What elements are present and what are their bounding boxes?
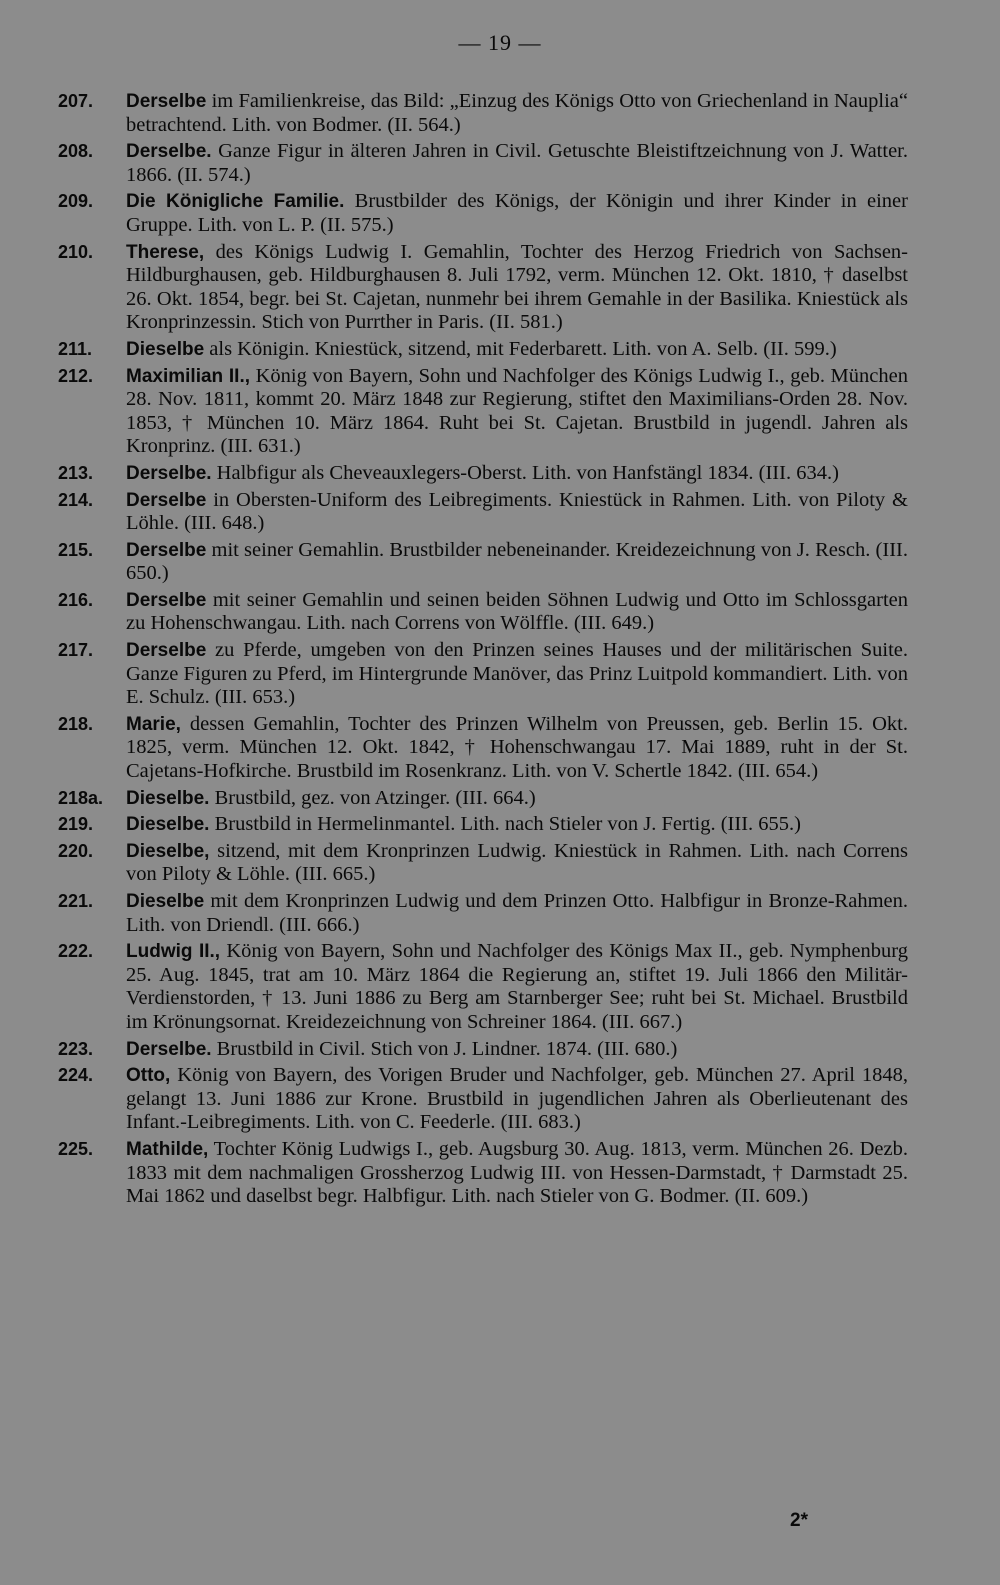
entry-number: 208. (58, 141, 94, 162)
entry-number: 211. (58, 338, 93, 359)
entry-name: Derselbe (126, 589, 207, 611)
entry-name: Derselbe. (126, 141, 212, 163)
entry-name: Otto, (126, 1065, 171, 1087)
entry-description: König von Bayern, Sohn und Nachfolger des Königs Ludwig I., geb. München 28. Nov. 1811, kommt 20. März 1848 zur Regierung, stiftet den Maximilians-Orden 28. Nov. 1853, † München 10. März 1864. Ruht bei St. Cajetan. Brustbild in jugendl. Jahren als Kronprinz. (III. 631.) (126, 364, 908, 458)
entry-name: Die Königliche Familie. (126, 191, 345, 213)
entry-description: König von Bayern, Sohn und Nachfolger des Königs Max II., geb. Nymphenburg 25. Aug. 1845, trat am 10. März 1864 die Regierung an, stiftet 19. Juli 1866 den Militär-Verdienstorden, † 13. Juni 1886 zu Berg am Starnberger See; ruht bei St. Michael. Brustbild im Krönungsornat. Kreidezeichnung von Schreiner 1864. (III. 667.) (126, 940, 908, 1033)
entry-number: 223. (58, 1038, 94, 1059)
catalog-entry (58, 589, 908, 636)
entry-number: 218. (58, 713, 94, 734)
entry-description: Brustbild, gez. von Atzinger. (III. 664.) (209, 786, 536, 809)
signature-mark: 2* (790, 1510, 808, 1531)
entry-number: 221. (58, 891, 94, 911)
entry-description: Brustbilder des Königs, der Königin und ihrer Kinder in einer Gruppe. Lith. von L. P. (II. 575.) (126, 190, 908, 236)
entry-number: 214. (58, 489, 94, 510)
entry-number: 207. (58, 91, 94, 111)
catalog-entry (58, 1038, 908, 1062)
entry-name: Derselbe (126, 489, 207, 511)
entry-number: 215. (58, 539, 94, 560)
entry-description: zu Pferde, umgeben von den Prinzen seines Hauses und der militärischen Suite. Ganze Figuren zu Pferd, im Hintergrunde Manöver, das Prinz Luitpold kommandiert. Lith. von E. Schulz. (III. 653.) (126, 639, 908, 709)
catalog-entry (58, 840, 908, 887)
entry-name: Mathilde, (126, 1138, 209, 1160)
entry-description: sitzend, mit dem Kronprinzen Ludwig. Kniestück in Rahmen. Lith. nach Correns von Piloty & Löhle. (III. 665.) (126, 839, 908, 886)
catalog-entry (58, 462, 908, 486)
catalog-entry (58, 90, 908, 137)
catalog-entry (58, 813, 908, 837)
entry-name: Dieselbe. (126, 787, 210, 809)
catalog-entry (58, 787, 908, 811)
entry-name: Derselbe (126, 640, 207, 662)
entry-name: Dieselbe (126, 891, 205, 912)
entry-description: König von Bayern, des Vorigen Bruder und Nachfolger, geb. München 27. April 1848, gelangt 13. Juni 1886 zur Krone. Brustbild in jugendlichen Jahren als Oberlieutenant des Infant.-Leibregiments. Lith. von C. Feederle. (III. 683.) (126, 1064, 908, 1134)
entry-name: Maximilian II., (126, 365, 250, 387)
entry-description: mit seiner Gemahlin. Brustbilder nebeneinander. Kreidezeichnung von J. Resch. (III. 650.) (126, 538, 908, 585)
entry-number: 225. (58, 1138, 94, 1159)
catalog-entry (58, 190, 908, 237)
entry-description: in Obersten-Uniform des Leibregiments. Kniestück in Rahmen. Lith. von Piloty & Löhle. (III. 648.) (126, 488, 908, 535)
catalog-entry (58, 639, 908, 710)
catalog-entry (58, 241, 908, 335)
entry-name: Dieselbe. (126, 814, 210, 836)
entry-list (58, 90, 908, 1212)
page-number: — 19 — (458, 30, 542, 55)
entry-number: 220. (58, 840, 94, 861)
entry-number: 219. (58, 814, 94, 835)
catalog-entry (58, 140, 908, 187)
entry-description: dessen Gemahlin, Tochter des Prinzen Wilhelm von Preussen, geb. Berlin 15. Okt. 1825, verm. München 12. Okt. 1842, † Hohenschwangau 17. Mai 1889, ruht in der St. Cajetans-Hofkirche. Brustbild im Rosenkranz. Lith. von V. Schertle 1842. (III. 654.) (126, 712, 908, 783)
entry-number: 216. (58, 589, 94, 610)
entry-description: Brustbild in Civil. Stich von J. Lindner. 1874. (III. 680.) (211, 1037, 678, 1060)
entry-description: mit dem Kronprinzen Ludwig und dem Prinzen Otto. Halbfigur in Bronze-Rahmen. Lith. von Driendl. (III. 666.) (126, 890, 908, 936)
entry-description: Halbfigur als Cheveauxlegers-Oberst. Lith. von Hanfstängl 1834. (III. 634.) (211, 461, 839, 484)
catalog-entry (58, 890, 908, 937)
entry-number: 210. (58, 241, 94, 262)
entry-number: 224. (58, 1065, 94, 1086)
entry-name: Ludwig II., (126, 941, 221, 963)
entry-number: 222. (58, 941, 94, 962)
entry-description: Ganze Figur in älteren Jahren in Civil. Getuschte Bleistiftzeichnung von J. Watter. 1866. (II. 574.) (126, 140, 908, 186)
entry-name: Therese, (126, 241, 205, 263)
entry-name: Derselbe (126, 539, 207, 561)
entry-number: 217. (58, 640, 94, 661)
catalog-entry (58, 539, 908, 586)
entry-number: 209. (58, 191, 94, 212)
catalog-entry (58, 365, 908, 459)
entry-name: Derselbe. (126, 462, 212, 484)
entry-description: als Königin. Kniestück, sitzend, mit Federbarett. Lith. von A. Selb. (II. 599.) (204, 337, 837, 360)
catalog-entry (58, 713, 908, 784)
entry-name: Dieselbe (126, 338, 205, 360)
entry-description: Tochter König Ludwigs I., geb. Augsburg 30. Aug. 1813, verm. München 26. Dezb. 1833 mit dem nachmaligen Grossherzog Ludwig III. von Hessen-Darmstadt, † Darmstadt 25. Mai 1862 und daselbst begr. Halbfigur. Lith. nach Stieler von G. Bodmer. (II. 609.) (126, 1137, 908, 1208)
catalog-entry (58, 1064, 908, 1135)
entry-number: 212. (58, 365, 94, 386)
entry-number: 218a. (58, 787, 104, 808)
entry-description: Brustbild in Hermelinmantel. Lith. nach Stieler von J. Fertig. (III. 655.) (209, 813, 801, 836)
entry-description: des Königs Ludwig I. Gemahlin, Tochter des Herzog Friedrich von Sachsen-Hildburghausen, geb. Hildburghausen 8. Juli 1792, verm. München 12. Okt. 1810, † daselbst 26. Okt. 1854, begr. bei St. Cajetan, nunmehr bei ihrem Gemahle in der Basilika. Kniestück als Kronprinzessin. Stich von Purrther in Paris. (II. 581.) (126, 240, 908, 334)
entry-name: Dieselbe, (126, 840, 210, 862)
catalog-entry (58, 489, 908, 536)
entry-name: Derselbe (126, 91, 207, 112)
catalog-entry (58, 1138, 908, 1209)
entry-number: 213. (58, 462, 94, 483)
entry-name: Marie, (126, 713, 181, 735)
entry-description: im Familienkreise, das Bild: „Einzug des Königs Otto von Griechenland in Nauplia“ betrachtend. Lith. von Bodmer. (II. 564.) (126, 90, 908, 136)
catalog-entry (58, 940, 908, 1034)
entry-name: Derselbe. (126, 1038, 212, 1060)
entry-description: mit seiner Gemahlin und seinen beiden Söhnen Ludwig und Otto im Schlossgarten zu Hohenschwangau. Lith. nach Correns von Wölffle. (III. 649.) (126, 588, 908, 635)
catalog-entry (58, 338, 908, 362)
